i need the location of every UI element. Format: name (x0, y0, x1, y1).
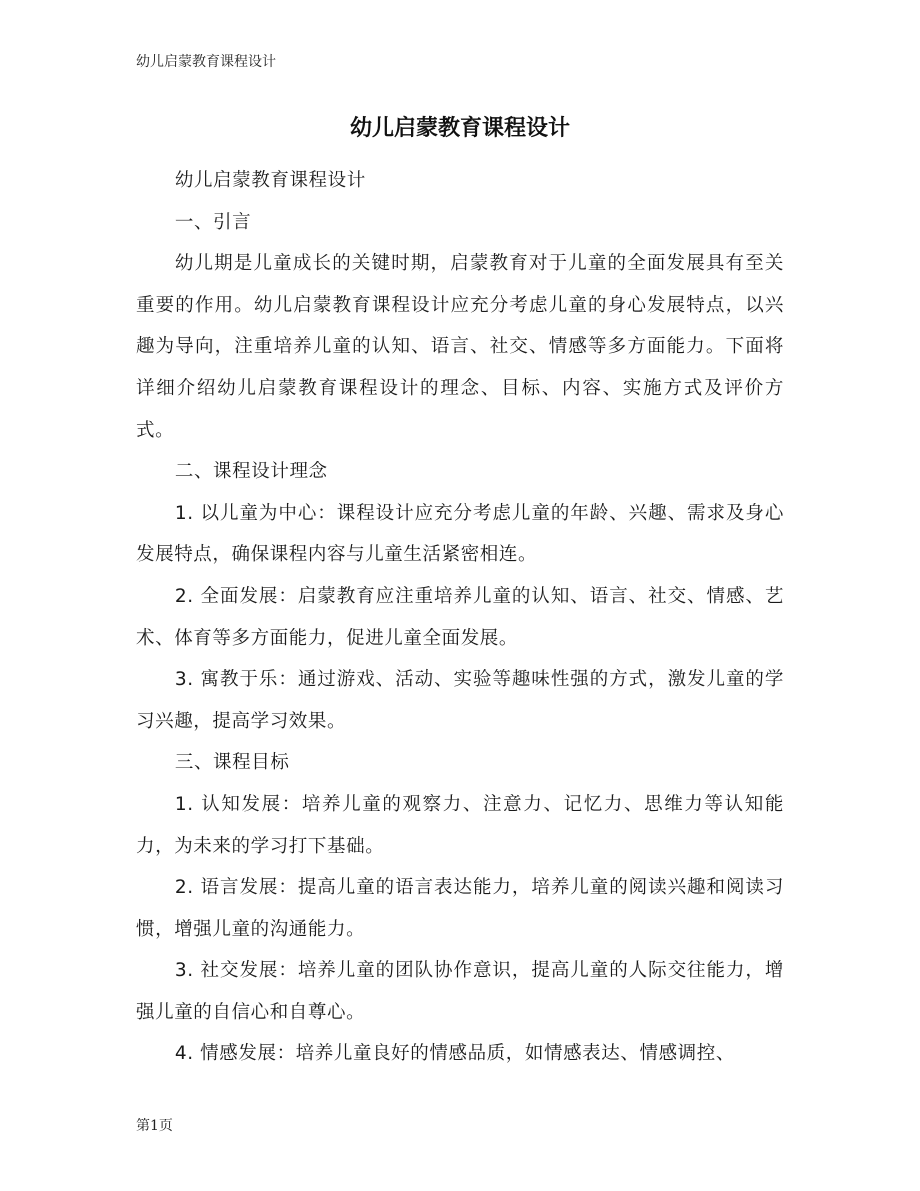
document-body (136, 160, 784, 1075)
page-number: 第1页 (136, 1118, 173, 1134)
document-title: 幼儿启蒙教育课程设计 (349, 116, 570, 141)
paragraph-introduction: 幼儿期是儿童成长的关键时期，启蒙教育对于儿童的全面发展具有至关重要的作用。幼儿启蒙教育课程设计应充分考虑儿童的身心发展特点，以兴趣为导向，注重培养儿童的认知、语言、社交、情感等多方面能力。下面将详细介绍幼儿启蒙教育课程设计的理念、目标、内容、实施方式及评价方式。 (136, 253, 784, 441)
list-item-comprehensive-development: 2. 全面发展：启蒙教育应注重培养儿童的认知、语言、社交、情感、艺术、体育等多方面能力，促进儿童全面发展。 (136, 585, 784, 649)
list-item-child-centered: 1. 以儿童为中心：课程设计应充分考虑儿童的年龄、兴趣、需求及身心发展特点，确保课程内容与儿童生活紧密相连。 (136, 502, 784, 566)
list-item-learning-through-fun: 3. 寓教于乐：通过游戏、活动、实验等趣味性强的方式，激发儿童的学习兴趣，提高学习效果。 (136, 669, 784, 732)
list-item-social-development: 3. 社交发展：培养儿童的团队协作意识，提高儿童的人际交往能力，增强儿童的自信心和自尊心。 (136, 960, 784, 1023)
list-item-emotional-development: 4. 情感发展：培养儿童良好的情感品质，如情感表达、情感调控、 (174, 1043, 735, 1065)
running-header: 幼儿启蒙教育课程设计 (136, 54, 276, 70)
paragraph-subtitle: 幼儿启蒙教育课程设计 (174, 170, 366, 191)
list-item-cognitive-development: 1. 认知发展：培养儿童的观察力、注意力、记忆力、思维力等认知能力，为未来的学习打下基础。 (136, 793, 784, 857)
section-heading-design-philosophy: 二、课程设计理念 (174, 461, 328, 483)
section-heading-introduction: 一、引言 (174, 211, 252, 233)
list-item-language-development: 2. 语言发展：提高儿童的语言表达能力，培养儿童的阅读兴趣和阅读习惯，增强儿童的沟通能力。 (136, 877, 784, 940)
section-heading-course-goals: 三、课程目标 (174, 752, 290, 774)
